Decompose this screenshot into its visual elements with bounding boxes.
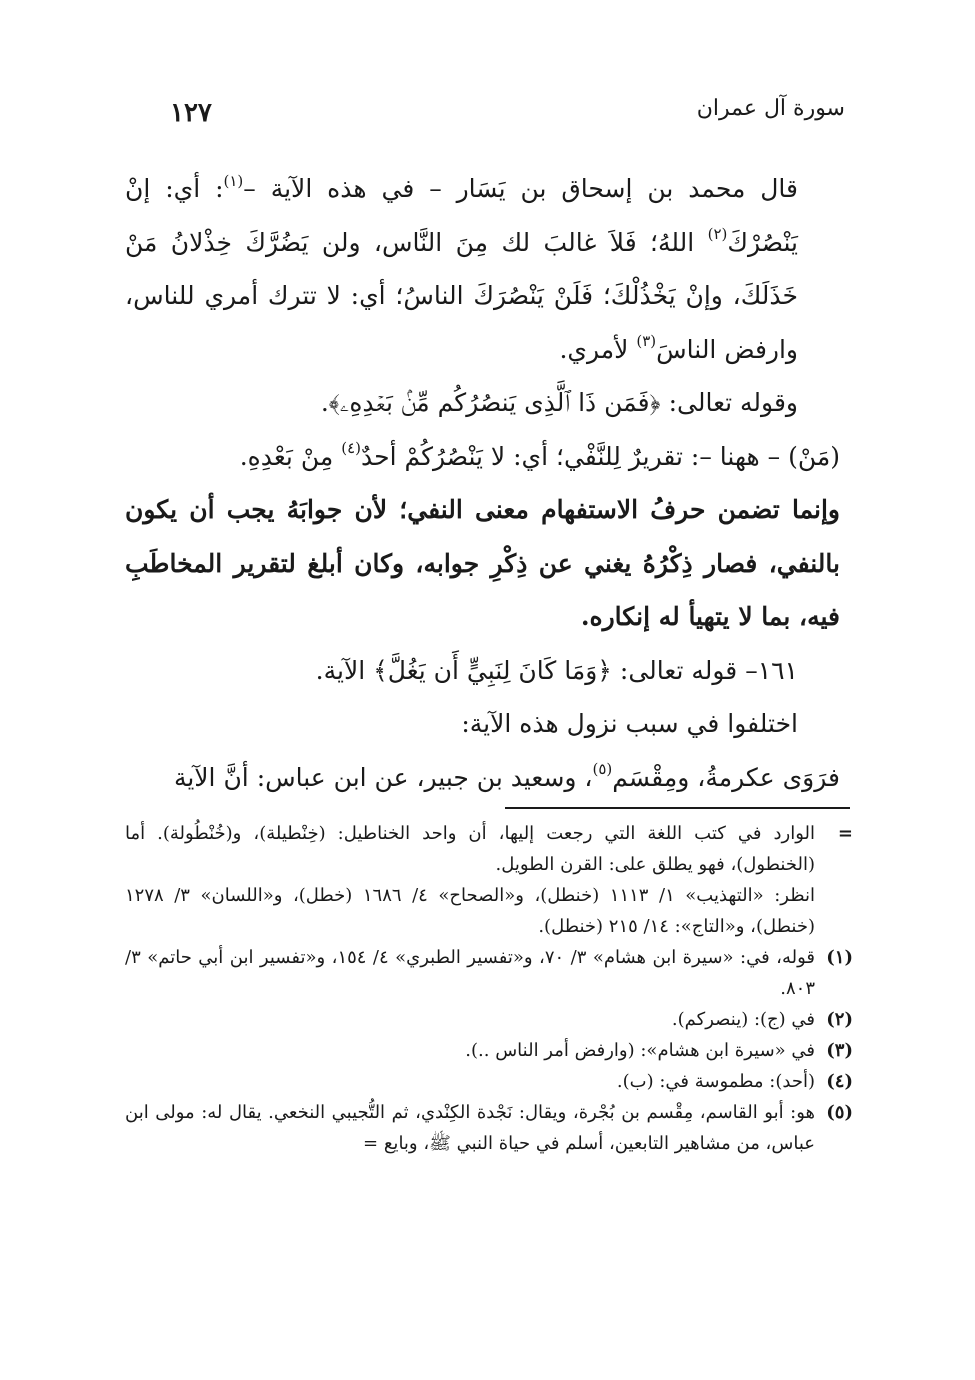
footnote-text: في «سيرة ابن هشام»: (وارفض أمر الناس ..). [465,1040,815,1061]
footnote-continuation [125,818,853,942]
footnote-text: (أحد): مطموسة في: (ب). [616,1071,815,1092]
paragraph-text: ، وسعيد بن جبير، عن ابن عباس: أنَّ الآية [173,762,593,792]
footnote-marker: (١) [826,947,853,968]
paragraph-text: مِنْ بَعْدِهِ. [239,441,342,471]
footnote-marker: = [837,823,853,844]
paragraph-text: اللهُ؛ فَلاَ غالبَ لك مِنَ النَّاس، ولن يَضُرَّكَ خِذْلانُ مَنْ خَذَلَكَ، وإنْ يَخْذُلْكَ؛ فَلَنْ يَنْصُرَكَ الناسُ؛ أي: لا تترك أمري للناس، وارفض الناسَ [125,227,798,364]
footnote-text: انظر: «التهذيب» ١/ ١١١٣ (خنطل)، و«الصحاح» ٤/ ١٦٨٦ (خطل)، و«اللسان» ٣/ ١٢٧٨ (خنطل)، و«التاج»: ١٤/ ٢١٥ (خنطل). [125,885,815,937]
footnote-separator [505,807,850,809]
paragraph-text: لأمري. [559,334,637,364]
surah-title: سورة آل عمران [696,96,845,121]
paragraph-man-explanation [125,430,840,484]
footnotes [125,818,853,1159]
footnote-3 [125,1035,853,1066]
footnote-1 [125,942,853,1004]
paragraph-text: : أي: إنْ يَنْصُرْكَ [125,174,798,257]
footnote-ref-5: (٥) [592,760,613,779]
footnote-ref-4: (٤) [341,439,361,458]
page-number: ١٢٧ [170,98,212,128]
footnote-4 [125,1066,853,1097]
paragraph-narration [125,751,840,805]
footnote-marker: (٢) [826,1009,853,1030]
footnote-text: قوله، في: «سيرة ابن هشام» ٣/ ٧٠، و«تفسير الطبري» ٤/ ١٥٤، و«تفسير ابن أبي حاتم» ٣/ ٨٠٣. [125,947,815,999]
paragraph-disagreement: اختلفوا في سبب نزول هذه الآية: [461,709,798,738]
paragraph-ibn-ishaq [125,162,840,376]
paragraph-verse-quote: وقوله تعالى: ﴿فَمَن ذَا ٱلَّذِى يَنصُرُكُم مِّنۢ بَعۡدِهِۦ﴾. [320,388,798,417]
footnote-text: في (ج): (ينصركم). [671,1009,815,1030]
verse-heading-161: ١٦١– قوله تعالى: ﴿وَمَا كَانَ لِنَبِيٍّ أَن يَغُلَّ﴾ الآية. [315,655,798,685]
footnote-text: الوارد في كتب اللغة التي رجعت إليها، أن واحد الخناطيل: (خِنْطيلة)، و(خُنْطُولة). أما (الخنطول)، فهو يطلق على: القرن الطويل. [125,823,815,875]
footnote-marker: (٣) [826,1040,853,1061]
footnote-text: هو: أبو القاسم، مِقْسم بن بُجْرة، ويقال: نَجْدة الكِنْدي، ثم التُّجيبي النخعي. يقال له: مولى ابن عباس، من مشاهير التابعين، أسلم في حياة النبي ﷺ، وبايع = [125,1102,815,1154]
footnote-marker: (٥) [826,1102,853,1123]
footnote-2 [125,1004,853,1035]
paragraph-interrogative: وإنما تضمن حرفُ الاستفهام معنى النفي؛ لأن جوابَهُ يجب أن يكون بالنفي، فصار ذِكْرُهُ يغني عن ذِكْرِ جوابه، وكان أبلغ لتقرير المخاطَبِ فيه، بما لا يتهيأ له إنكاره. [125,495,840,631]
footnote-ref-3: (٣) [636,332,657,351]
footnote-ref-2: (٢) [707,225,728,244]
footnote-marker: (٤) [826,1071,853,1092]
footnote-5 [125,1097,853,1159]
paragraph-text: فرَوَى عكرمةُ، ومِقْسَم [612,762,840,792]
paragraph-text: قال محمد بن إسحاق بن يَسَار – في هذه الآية – [243,174,798,203]
main-text [125,162,840,804]
running-header [130,92,845,142]
paragraph-text: (مَنْ) – ههنا –: تقريرٌ لِلنَّفْي؛ أي: لا يَنْصُرُكُمْ أحدٌ [361,441,840,471]
footnote-ref-1: (١) [223,171,244,190]
